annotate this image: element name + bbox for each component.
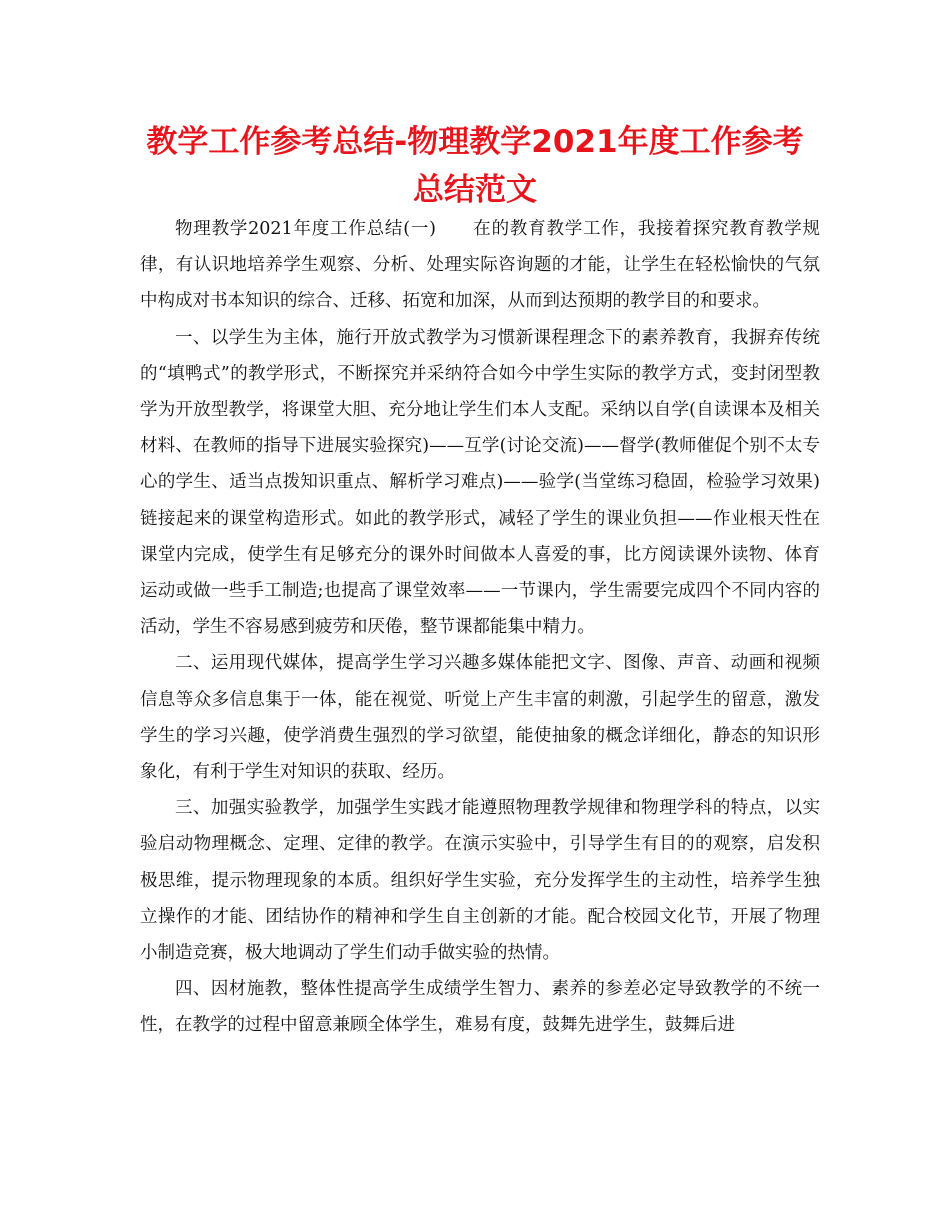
- paragraph-section-4: 四、因材施教，整体性提高学生成绩学生智力、素养的参差必定导致教学的不统一性，在教学的过程中留意兼顾全体学生，难易有度，鼓舞先进学生，鼓舞后进: [140, 979, 820, 1036]
- document-title: 教学工作参考总结-物理教学2021年度工作参考总结范文: [146, 124, 804, 208]
- paragraph-section-1: 一、以学生为主体，施行开放式教学为习惯新课程理念下的素养教育，我摒弃传统的“填鸭式”的教学形式，不断探究并采纳符合如今中学生实际的教学方式，变封闭型教学为开放型教学，将课堂大胆、充分地让学生们本人支配。采纳以自学(自读课本及相关材料、在教师的指导下进展实验探究)——互学(讨论交流)——督学(教师催促个别不太专心的学生、适当点拨知识重点、解析学习难点)——验学(当堂练习稳固，检验学习效果)链接起来的课堂构造形式。如此的教学形式，减轻了学生的课业负担——作业根天性在课堂内完成，使学生有足够充分的课外时间做本人喜爱的事，比方阅读课外读物、体育运动或做一些手工制造;也提高了课堂效率——一节课内，学生需要完成四个不同内容的活动，学生不容易感到疲劳和厌倦，整节课都能集中精力。: [140, 327, 820, 638]
- paragraph-intro: 物理教学2021年度工作总结(一) 在的教育教学工作，我接着探究教育教学规律，有认识地培养学生观察、分析、处理实际咨询题的才能，让学生在轻松愉快的气氛中构成对书本知识的综合、迁移、拓宽和加深，从而到达预期的教学目的和要求。: [140, 219, 820, 312]
- paragraph-section-3: 三、加强实验教学，加强学生实践才能遵照物理教学规律和物理学科的特点，以实验启动物理概念、定理、定律的教学。在演示实验中，引导学生有目的的观察，启发积极思维，提示物理现象的本质。组织好学生实验，充分发挥学生的主动性，培养学生独立操作的才能、团结协作的精神和学生自主创新的才能。配合校园文化节，开展了物理小制造竞赛，极大地调动了学生们动手做实验的热情。: [140, 798, 820, 964]
- paragraph-section-2: 二、运用现代媒体，提高学生学习兴趣多媒体能把文字、图像、声音、动画和视频信息等众多信息集于一体，能在视觉、听觉上产生丰富的刺激，引起学生的留意，激发学生的学习兴趣，使学消费生强烈的学习欲望，能使抽象的概念详细化，静态的知识形象化，有利于学生对知识的获取、经历。: [140, 653, 820, 783]
- document-body: [140, 211, 820, 1044]
